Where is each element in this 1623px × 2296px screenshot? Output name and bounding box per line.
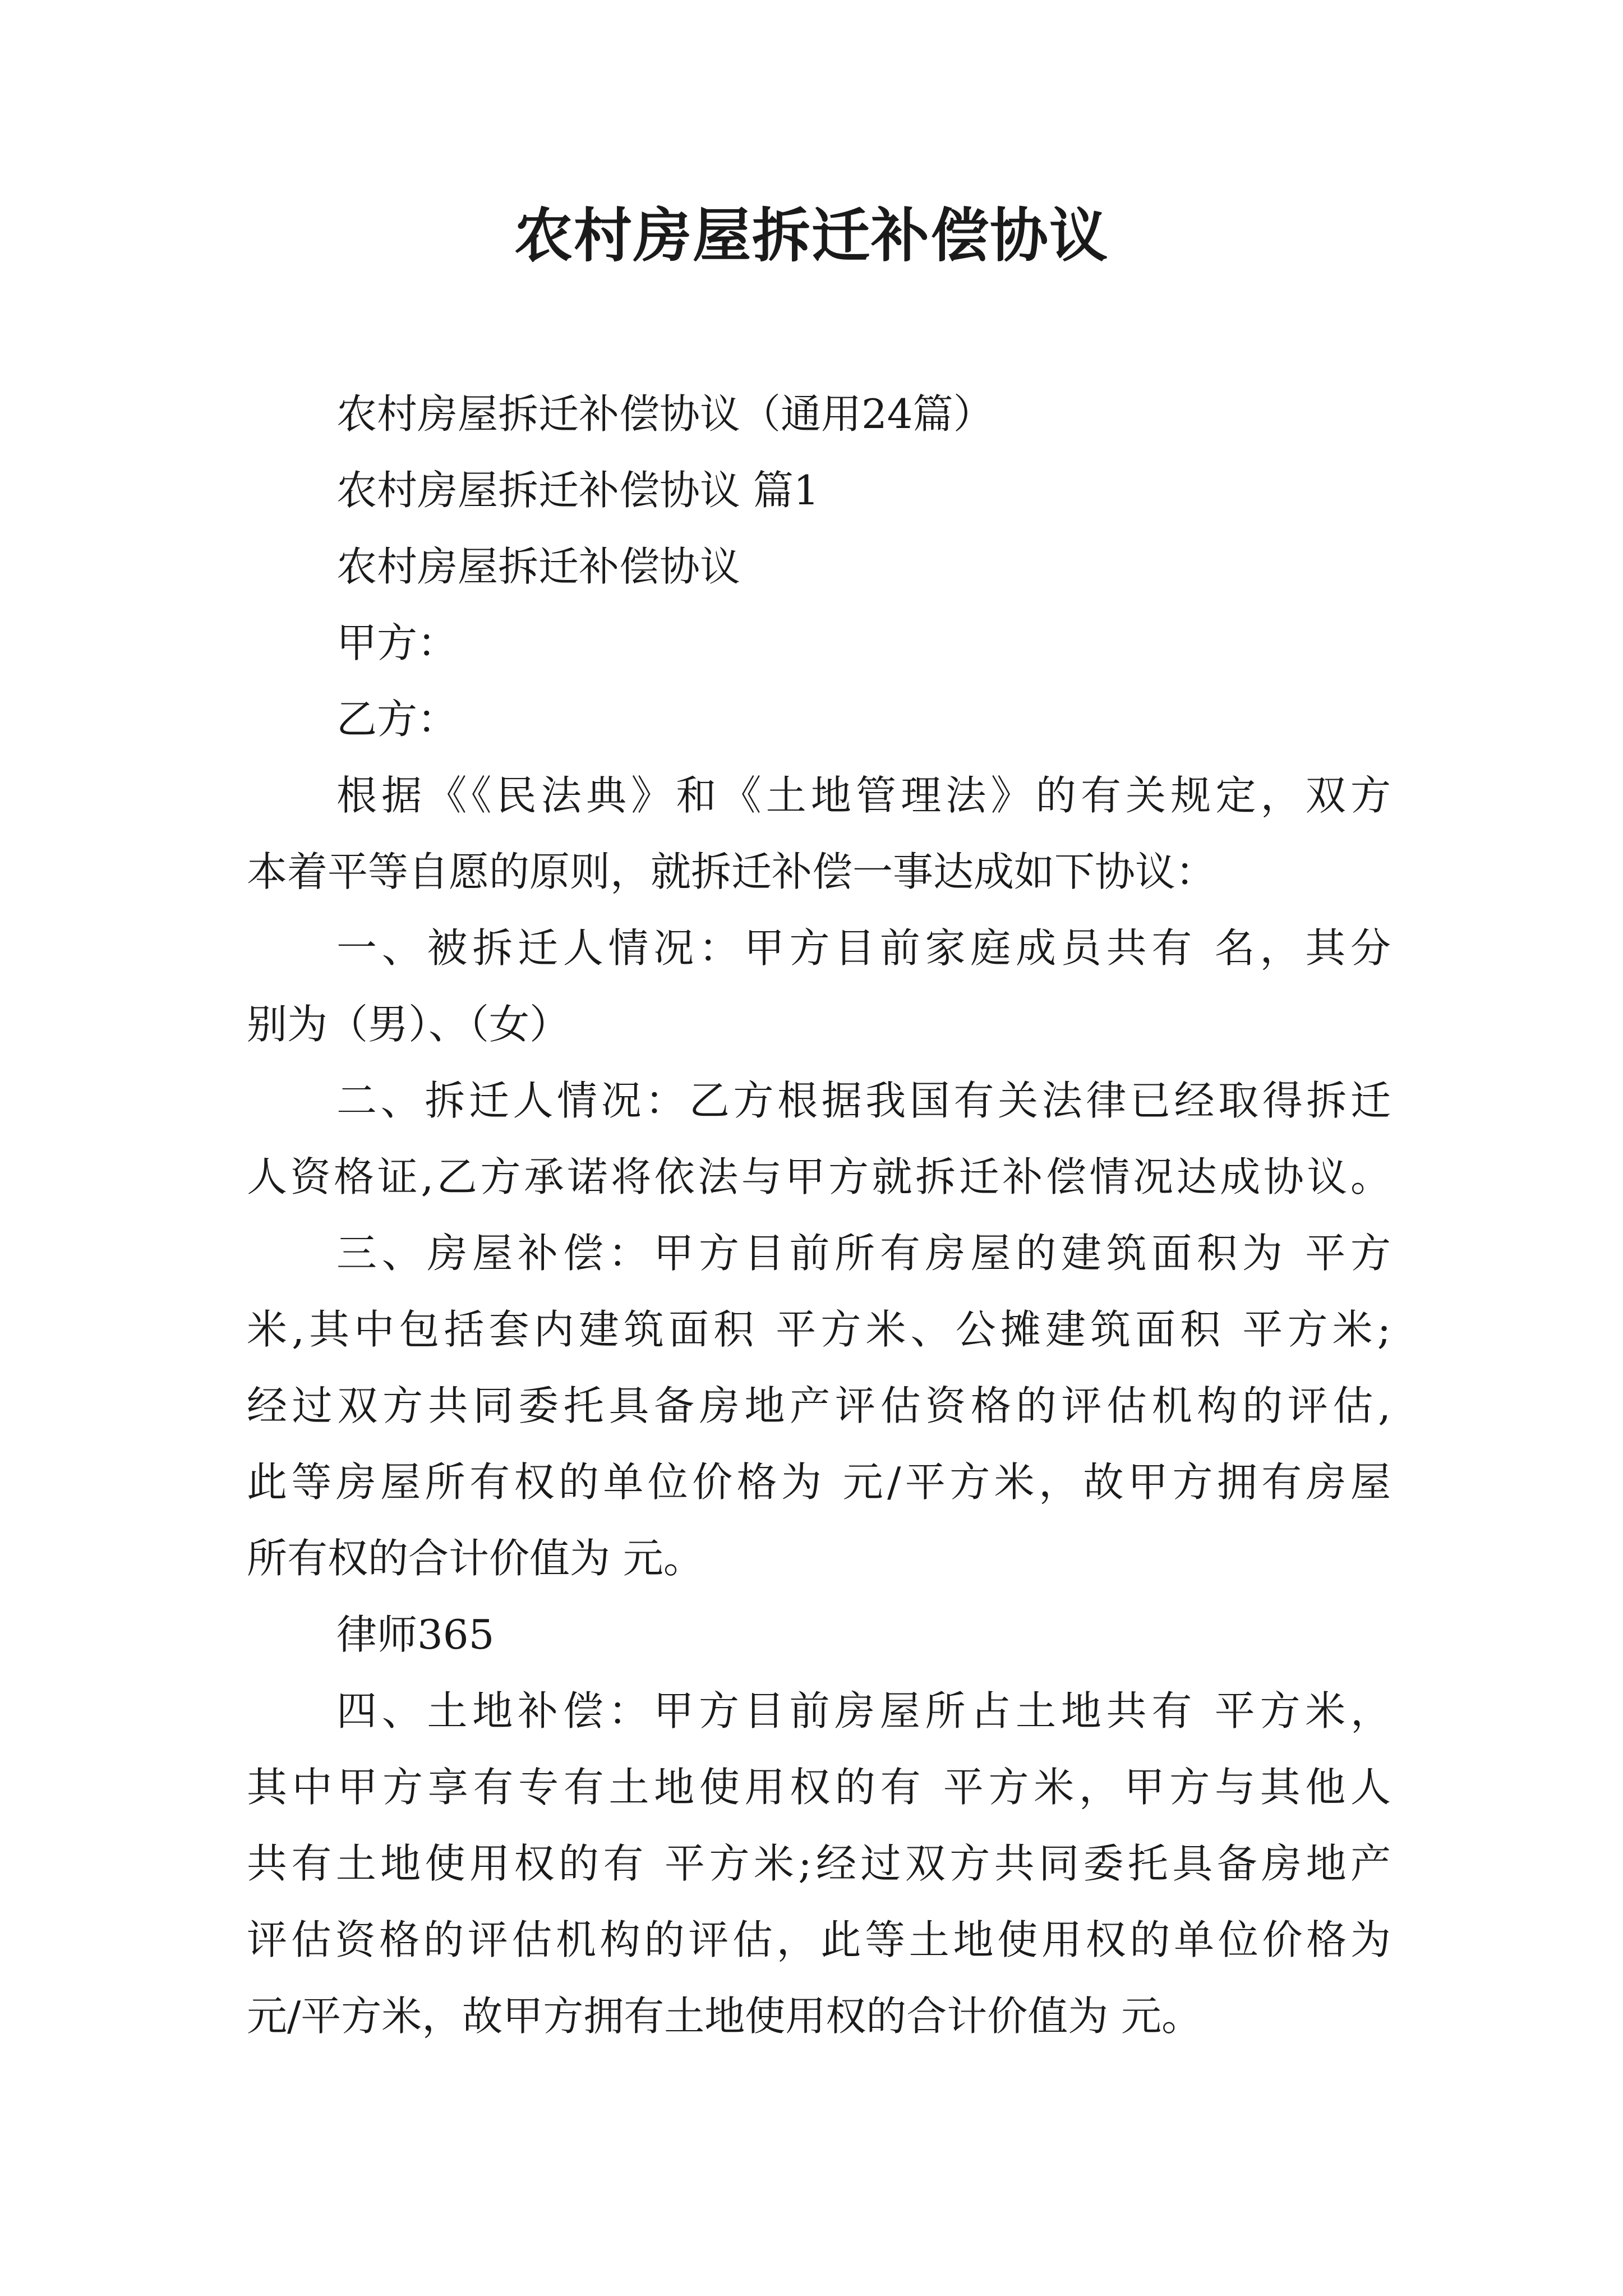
text-line: 所有权的合计价值为 元。 [247, 1535, 704, 1582]
document-title: 农村房屋拆迁补偿协议 [514, 201, 1109, 270]
text-line: 人资格证,乙方承诺将依法与甲方就拆迁补偿情况达成协议。 [247, 1153, 1391, 1200]
text-line: 乙方： [336, 696, 458, 743]
text-line: 米,其中包括套内建筑面积 平方米、公摊建筑面积 平方米; [247, 1306, 1391, 1353]
document-body [247, 376, 1391, 2054]
text-line: 农村房屋拆迁补偿协议 篇1 [336, 467, 819, 514]
text-line: 元/平方米，故甲方拥有土地使用权的合计价值为 元。 [247, 1993, 1202, 2040]
text-line: 经过双方共同委托具备房地产评估资格的评估机构的评估, [247, 1382, 1391, 1429]
text-line: 农村房屋拆迁补偿协议 [336, 543, 741, 590]
text-line: 本着平等自愿的原则，就拆迁补偿一事达成如下协议： [247, 848, 1216, 895]
text-line: 一、被拆迁人情况：甲方目前家庭成员共有 名，其分 [336, 924, 1391, 972]
text-line: 甲方： [336, 619, 458, 666]
text-line: 二、拆迁人情况：乙方根据我国有关法律已经取得拆迁 [336, 1077, 1391, 1124]
text-line: 三、房屋补偿：甲方目前所有房屋的建筑面积为 平方 [336, 1230, 1391, 1277]
text-line: 农村房屋拆迁补偿协议（通用24篇） [336, 390, 994, 438]
text-line: 共有土地使用权的有 平方米;经过双方共同委托具备房地产 [247, 1840, 1391, 1887]
text-line: 别为（男）、（女） [247, 1001, 570, 1048]
text-line: 此等房屋所有权的单位价格为 元/平方米，故甲方拥有房屋 [247, 1458, 1391, 1506]
text-line: 四、土地补偿：甲方目前房屋所占土地共有 平方米， [336, 1687, 1391, 1734]
text-line: 评估资格的评估机构的评估，此等土地使用权的单位价格为 [247, 1916, 1391, 1963]
text-line: 根据《《民法典》和《土地管理法》的有关规定，双方 [336, 772, 1391, 819]
text-line: 律师365 [336, 1611, 495, 1658]
text-line: 其中甲方享有专有土地使用权的有 平方米，甲方与其他人 [247, 1764, 1391, 1811]
